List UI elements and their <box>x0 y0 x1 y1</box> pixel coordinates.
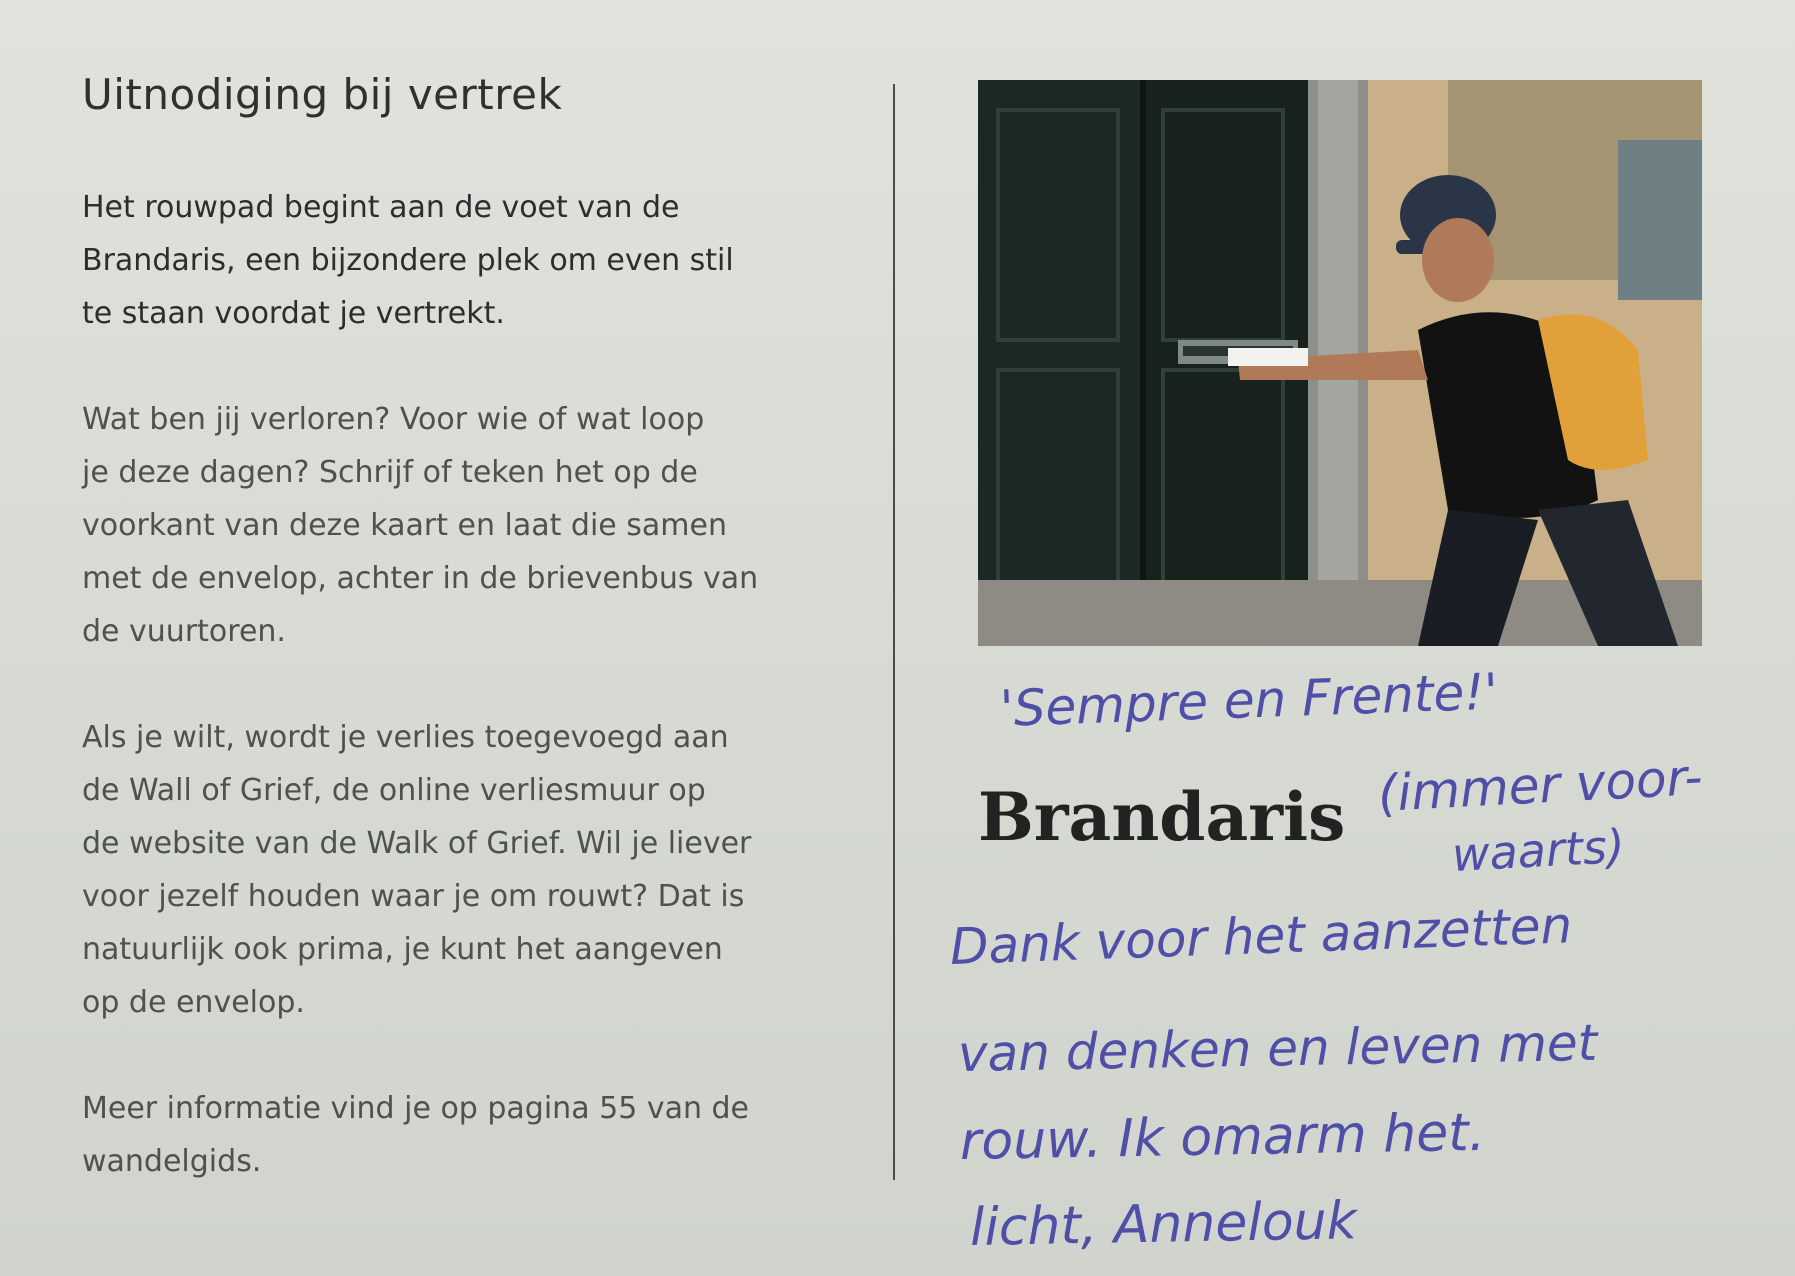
card-heading: Uitnodiging bij vertrek <box>82 70 563 119</box>
mailbox-photo <box>978 80 1702 646</box>
handwriting-line-2: (immer voor- <box>1376 748 1704 823</box>
handwriting-line-5: van denken en leven met <box>957 1013 1598 1083</box>
instruction-paragraph: Wat ben jij verloren? Voor wie of wat loop je deze dagen? Schrijf of teken het op de voorkant van deze kaart en laat die samen met de envelop, achter in de brievenbus van de vuurtoren. <box>82 402 759 649</box>
handwriting-line-4: Dank voor het aanzetten <box>948 896 1574 976</box>
more-info-paragraph: Meer informatie vind je op pagina 55 van de wandelgids. <box>82 1091 750 1179</box>
handwriting-line-6: rouw. Ik omarm het. <box>959 1102 1486 1172</box>
handwriting-line-7: licht, Annelouk <box>969 1191 1358 1258</box>
handwriting-line-3: waarts) <box>1450 818 1627 882</box>
intro-paragraph: Het rouwpad begint aan de voet van de Brandaris, een bijzondere plek om even stil te staan voordat je vertrekt. <box>82 190 734 331</box>
text-column <box>82 70 842 1241</box>
handwriting-line-1: 'Sempre en Frente!' <box>998 662 1499 738</box>
photo-illustration <box>978 80 1702 646</box>
place-name: Brandaris <box>978 778 1346 856</box>
wall-of-grief-paragraph: Als je wilt, wordt je verlies toegevoegd aan de Wall of Grief, de online verliesmuur op de website van de Walk of Grief. Wil je liever voor jezelf houden waar je om rouwt? Dat is natuurlijk ook prima, je kunt het aangeven op de envelop. <box>82 720 752 1020</box>
column-divider <box>893 84 895 1180</box>
